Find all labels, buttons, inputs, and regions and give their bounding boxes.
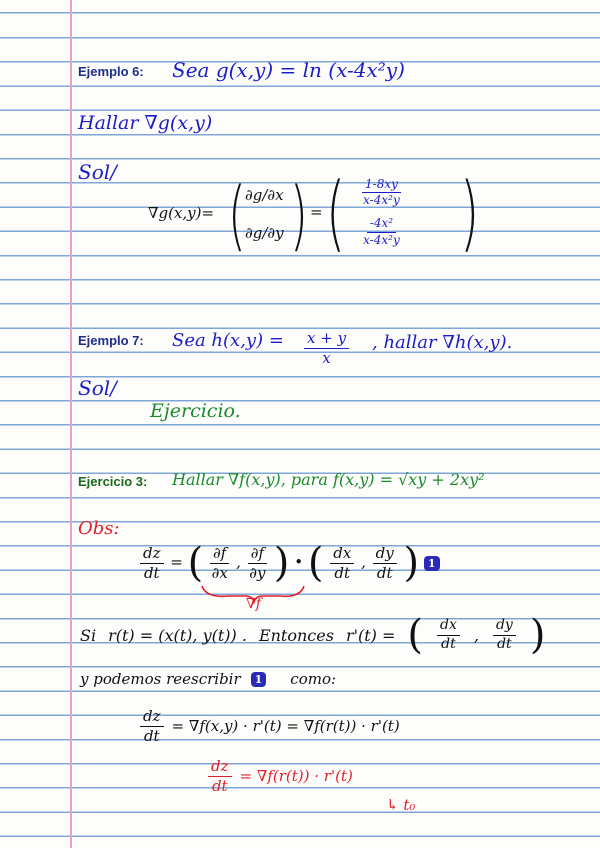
equals-sign: = [170,553,183,571]
left-paren: ( [228,170,246,259]
dt-text: dt [376,563,393,582]
entonces-text: Entonces [258,625,334,645]
left-paren: ( [407,612,423,658]
example-6-statement: Sea g(x,y) = ln (x-4x²y) [172,58,405,82]
dz-text: dz [140,545,164,564]
dx-partial-text: ∂x [211,563,228,582]
comma: , [361,553,366,571]
chain-rule-rewritten [138,708,400,744]
fraction-denominator: x [322,348,331,367]
left-paren: ( [326,166,346,261]
gradient-g-lhs: ∇g(x,y)= [148,204,215,222]
dt-text: dt [497,635,512,652]
df-dx-fraction [210,545,229,581]
component-1 [362,178,401,207]
dy-text: dy [373,545,397,564]
dx-dt-fraction [330,545,354,581]
df-text: ∂f [248,545,267,564]
right-paren: ) [529,612,546,658]
dy-partial-text: ∂y [249,563,266,582]
chain-rule-red [206,758,353,794]
dt-text: dt [441,635,456,652]
dy-text: dy [493,618,516,635]
right-paren: ) [273,540,290,586]
equals-sign: = [310,203,323,221]
dt-text: dt [334,563,351,582]
dz-dt-fraction [208,758,232,794]
rewrite-text: y podemos reescribir [80,670,241,688]
partial-g-x: ∂g/∂x [245,186,284,204]
partial-g-y: ∂g/∂y [245,224,284,242]
arrow-t0-note: ↳ t₀ [386,796,416,814]
equation-tag: 1 [251,672,267,687]
example-6-sol: Sol/ [78,160,117,184]
right-paren: ) [403,540,420,586]
dz-text: dz [140,708,164,727]
dt-text: dt [143,563,160,582]
gradient-components [360,178,403,247]
rewrite-line [80,670,336,688]
dx-text: dx [330,545,354,564]
si-text: Si [80,625,97,645]
right-paren: ) [460,166,480,261]
dy-dt-fraction [373,545,397,581]
exercise-3-label: Ejercicio 3: [78,474,148,489]
comma: , [236,553,241,571]
page-margin-line [70,0,72,848]
example-7-tail: , hallar ∇h(x,y). [372,332,513,353]
left-paren: ( [307,540,324,586]
example-7-sea: Sea h(x,y) = [172,330,284,351]
equation-tag: 1 [424,556,440,571]
fraction-numerator: x + y [304,330,349,349]
example-6-label: Ejemplo 6: [78,64,144,79]
left-paren: ( [187,540,204,586]
r-prime-lhs: r'(t) = [345,625,396,645]
dz-text: dz [208,758,232,777]
dt-text: dt [211,776,228,795]
chain-rule-rhs: = ∇f(x,y) · r'(t) = ∇f(r(t)) · r'(t) [171,717,400,735]
dy-dt-fraction [493,618,516,652]
partial-vector [245,186,284,242]
example-7-fraction [304,330,349,366]
dz-dt-fraction [140,708,164,744]
exercise-3-text: Hallar ∇f(x,y), para f(x,y) = √xy + 2xy² [172,470,485,489]
component-1-numerator: 1-8xy [362,178,401,193]
parametrization-line: Si r(t) = (x(t), y(t)) . Entonces r'(t) = ( $\frac{dx}{dt}$ , $\frac{dy}{dt}$ ) [80,612,546,658]
component-2-denominator: x-4x²y [363,232,400,247]
dz-dt-fraction [140,545,164,581]
example-6-task: Hallar ∇g(x,y) [78,112,213,134]
right-paren: ) [290,170,308,259]
example-7-exercise-note: Ejercicio. [150,400,241,422]
como-text: como: [290,670,337,688]
dt-text: dt [143,726,160,745]
component-1-denominator: x-4x²y [363,193,400,208]
obs-chain-rule [138,540,440,586]
gradient-f-label: ∇f [246,596,261,612]
chain-rule-red-rhs: = ∇f(r(t)) · r'(t) [239,767,353,785]
component-2-numerator: -4x² [367,217,396,232]
df-text: ∂f [210,545,229,564]
component-2 [363,217,400,246]
dx-dt-fraction [437,618,460,652]
df-dy-fraction [248,545,267,581]
example-7-sol: Sol/ [78,376,117,400]
example-7-label: Ejemplo 7: [78,333,144,348]
dot-product: • [294,553,304,571]
dx-text: dx [437,618,460,635]
r-definition: r(t) = (x(t), y(t)) . [108,625,247,645]
obs-label: Obs: [78,518,120,539]
